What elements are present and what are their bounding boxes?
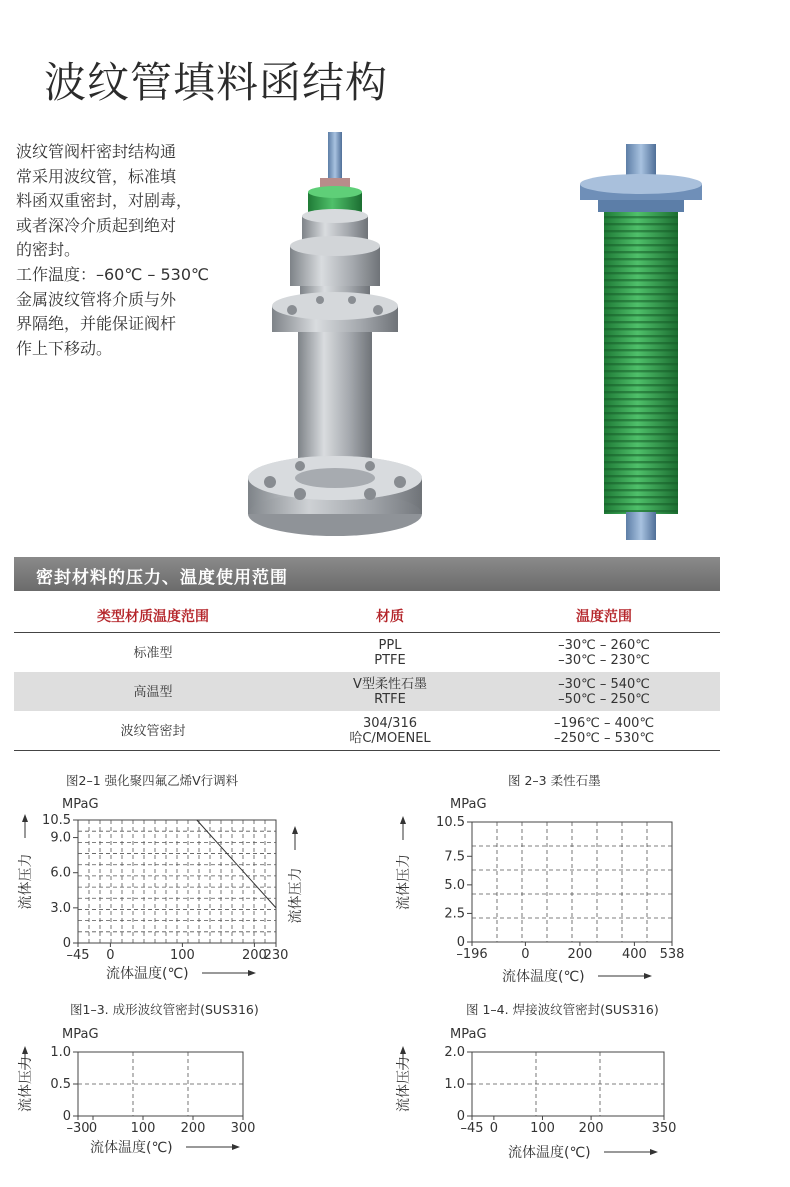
intro-line: 工作温度：–60℃ – 530℃ — [16, 264, 210, 284]
bellows-rib — [604, 328, 678, 330]
y-tick-label: 9.0 — [50, 830, 71, 846]
y-axis-arrowhead — [22, 1046, 28, 1054]
x-axis-label: 流体温度(℃) — [90, 1140, 173, 1156]
y-tick-label: 0 — [456, 935, 465, 950]
intro-line: 料函双重密封，对剧毒， — [16, 191, 193, 211]
x-tick-label: –45 — [460, 1121, 484, 1136]
bellows-rib — [604, 447, 678, 449]
y-axis-label: 流体压力 — [18, 853, 34, 910]
material-value: 哈C/MOENEL — [349, 731, 431, 746]
x-tick-label: 200 — [578, 1121, 604, 1136]
table-header: 温度范围 — [488, 600, 720, 633]
y-tick-label: 0 — [456, 1109, 465, 1124]
bellows-rib — [604, 377, 678, 379]
bellows-rib — [604, 293, 678, 295]
figure-caption: 图 2–3 柔性石墨 — [508, 773, 601, 788]
bellows-rib — [604, 433, 678, 435]
bellows-rib — [604, 405, 678, 407]
range-value: –30℃ – 230℃ — [558, 653, 650, 668]
x-tick-label: 200 — [180, 1121, 206, 1136]
x-axis-label: 流体温度(℃) — [502, 969, 585, 985]
bellows-rib — [604, 419, 678, 421]
bellows-rib — [604, 279, 678, 281]
y-tick-label: 2.0 — [444, 1045, 465, 1060]
plot-frame — [78, 1052, 243, 1116]
x-axis-label: 流体温度(℃) — [508, 1145, 591, 1161]
x-axis-arrowhead — [232, 1144, 240, 1150]
bellows-rib — [604, 363, 678, 365]
table-header: 类型材质温度范围 — [14, 600, 292, 633]
x-tick-label: –30 — [66, 1121, 90, 1136]
range-value: –196℃ – 400℃ — [553, 716, 655, 731]
x-tick-label: 350 — [651, 1121, 677, 1136]
range-value: –30℃ – 260℃ — [558, 638, 650, 653]
range-value: –30℃ – 540℃ — [558, 677, 650, 692]
bellows-rib — [604, 489, 678, 491]
figure-caption: 图 1–4. 焊接波纹管密封(SUS316) — [466, 1002, 659, 1017]
material-value: PTFE — [374, 653, 406, 668]
y-unit-label: MPaG — [450, 1027, 487, 1042]
material-value: PPL — [378, 638, 402, 653]
y-tick-label: 0 — [62, 1109, 71, 1124]
intro-line: 的密封。 — [16, 240, 81, 260]
bellows-rib — [604, 468, 678, 470]
bellows-rib — [604, 342, 678, 344]
bellows-rib — [604, 230, 678, 232]
x-axis-arrowhead — [644, 973, 652, 979]
x-tick-label: 0 — [88, 1121, 98, 1136]
y-axis-label: 流体压力 — [396, 1056, 412, 1112]
bellows-rib — [604, 335, 678, 337]
x-tick-label: 100 — [530, 1121, 555, 1136]
x-tick-label: 230 — [263, 948, 289, 963]
page-title: 波纹管填料函结构 — [44, 58, 389, 107]
x-axis-label: 流体温度(℃) — [106, 966, 189, 982]
x-tick-label: 0 — [489, 1121, 499, 1136]
bellows-rib — [604, 503, 678, 505]
bellows-rib — [604, 307, 678, 309]
bellows-rib — [604, 391, 678, 393]
x-tick-label: 100 — [130, 1121, 156, 1136]
plot-frame — [472, 822, 672, 942]
bellows-rib — [604, 482, 678, 484]
metal-bellows-illustration — [570, 140, 730, 545]
y-axis-arrowhead — [292, 826, 298, 834]
x-tick-label: 300 — [230, 1121, 256, 1136]
bellows-stem-bottom — [626, 512, 656, 540]
y-axis-arrowhead — [400, 816, 406, 824]
figure-caption: 图2–1 强化聚四氟乙烯V行调料 — [66, 773, 239, 788]
bellows-rib — [604, 314, 678, 316]
range-value: –50℃ – 250℃ — [558, 692, 650, 707]
intro-line: 波纹管阀杆密封结构通 — [16, 142, 177, 161]
bellows-rib — [604, 300, 678, 302]
bellows-rib — [604, 370, 678, 372]
material-cell — [292, 633, 488, 673]
y-tick-label: 10.5 — [42, 813, 71, 828]
y-tick-label: 1.0 — [50, 1045, 71, 1060]
bellows-rib — [604, 356, 678, 358]
range-cell — [488, 633, 720, 673]
range-cell — [488, 711, 720, 751]
seal-material-table — [14, 600, 720, 751]
range-value: –250℃ – 530℃ — [553, 731, 655, 746]
bellows-rib — [604, 223, 678, 225]
y-unit-label: MPaG — [62, 1027, 99, 1042]
bellows-bonnet-illustration — [240, 128, 440, 548]
range-cell — [488, 672, 720, 711]
bellows-rib — [604, 426, 678, 428]
intro-line: 金属波纹管将介质与外 — [16, 289, 177, 309]
bellows-rib — [604, 265, 678, 267]
table-row — [14, 633, 720, 673]
y-axis-label-right: 流体压力 — [288, 867, 304, 924]
material-value: RTFE — [374, 692, 406, 707]
x-tick-label: –45 — [66, 948, 90, 963]
bellows-rib — [604, 398, 678, 400]
table-row — [14, 672, 720, 711]
type-cell: 标准型 — [133, 645, 173, 661]
intro-text — [16, 140, 231, 361]
x-axis-arrowhead — [248, 970, 256, 976]
material-cell — [292, 672, 488, 711]
bellows-rib — [604, 475, 678, 477]
y-tick-label: 10.5 — [436, 815, 465, 830]
type-cell: 波纹管密封 — [14, 711, 292, 751]
y-axis-label: 流体压力 — [396, 854, 412, 910]
bellows-rib — [604, 496, 678, 498]
y-unit-label: MPaG — [450, 797, 487, 812]
y-tick-label: 2.5 — [444, 906, 465, 922]
bellows-rib — [604, 440, 678, 442]
valve-stem — [328, 132, 342, 184]
x-tick-label: 0 — [106, 948, 115, 963]
material-value: 304/316 — [362, 716, 417, 731]
x-axis-arrowhead — [650, 1149, 658, 1155]
bellows-rib — [604, 216, 678, 218]
material-cell — [292, 711, 488, 751]
section-bar — [14, 557, 720, 591]
bellows-rib — [604, 237, 678, 239]
y-tick-label: 3.0 — [50, 900, 71, 916]
series-line — [197, 820, 276, 908]
table-row — [14, 711, 720, 751]
figure-caption: 图1–3. 成形波纹管密封(SUS316) — [70, 1002, 259, 1017]
y-axis-arrowhead — [22, 814, 28, 822]
intro-line: 或者深冷介质起到绝对 — [16, 215, 177, 235]
y-tick-label: 0 — [62, 936, 71, 951]
y-tick-label: 6.0 — [50, 865, 71, 881]
bellows-rib — [604, 454, 678, 456]
x-tick-label: 0 — [521, 947, 530, 962]
x-tick-label: 200 — [241, 948, 267, 963]
x-tick-label: 200 — [567, 947, 593, 962]
bellows-rib — [604, 461, 678, 463]
bellows-rib — [604, 251, 678, 253]
material-value: V型柔性石墨 — [353, 677, 427, 692]
bellows-rib — [604, 244, 678, 246]
section-title: 密封材料的压力、温度使用范围 — [36, 568, 288, 588]
bellows-rib — [604, 384, 678, 386]
y-unit-label: MPaG — [62, 797, 99, 812]
x-tick-label: 538 — [659, 947, 685, 962]
bellows-rib — [604, 272, 678, 274]
plot-frame — [472, 1052, 664, 1116]
intro-line: 常采用波纹管，标准填 — [16, 166, 177, 186]
y-axis-arrowhead — [400, 1046, 406, 1054]
y-tick-label: 7.5 — [444, 849, 465, 865]
y-tick-label: 0.5 — [50, 1077, 71, 1092]
bellows-rib — [604, 349, 678, 351]
intro-line: 作上下移动。 — [16, 338, 113, 358]
x-tick-label: –196 — [456, 947, 488, 962]
plot-frame — [78, 820, 276, 943]
bellows-rib — [604, 258, 678, 260]
intro-line: 界隔绝，并能保证阀杆 — [16, 314, 177, 334]
bellows-rib — [604, 286, 678, 288]
y-tick-label: 5.0 — [444, 877, 465, 893]
x-tick-label: 400 — [621, 947, 647, 962]
bellows-rib — [604, 321, 678, 323]
y-axis-label: 流体压力 — [18, 1056, 34, 1112]
table-header: 材质 — [292, 600, 488, 633]
bellows-rib — [604, 412, 678, 414]
x-tick-label: 100 — [169, 948, 195, 963]
y-tick-label: 1.0 — [444, 1077, 465, 1092]
type-cell: 高温型 — [14, 672, 292, 711]
